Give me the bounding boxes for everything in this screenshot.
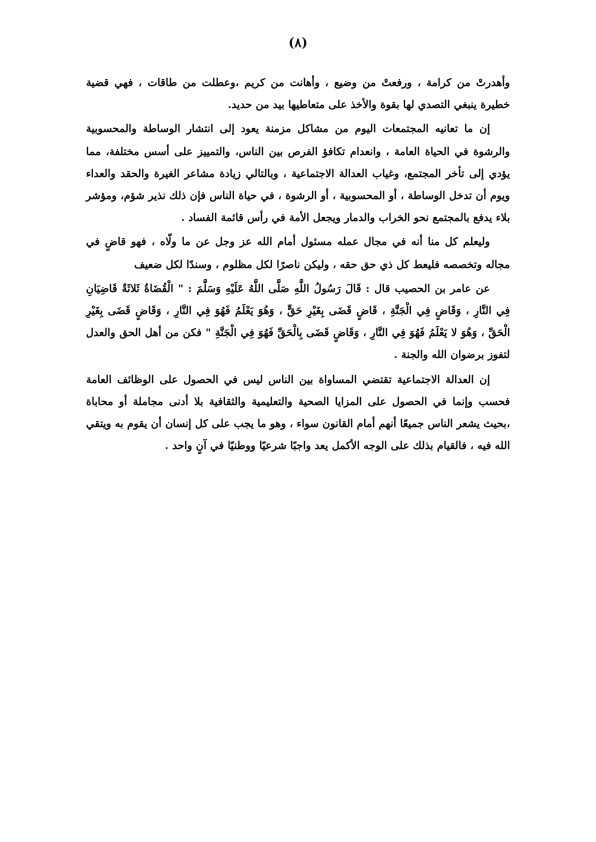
- page-number: (٨): [288, 36, 308, 51]
- paragraph: وليعلم كل منا أنه في مجال عمله مسئول أمام الله عز وجل عن ما ولّاه ، فهو قاضٍ في مجاله وتخصصه فليعط كل ذي حق حقه ، وليكن ناصرًا لكل مظلوم ، وسندًا لكل ضعيف: [86, 236, 510, 271]
- hadith-paragraph: عن عامر بن الحصيب قال : قَالَ رَسُولُ اللَّهِ صَلَّى اللَّهُ عَلَيْهِ وَسَلَّمَ : " الْقُضَاةُ ثَلاثَةٌ قَاضِيَانِ فِي النَّارِ ، وَقَاضٍ فِي الْجَنَّةِ ، قَاضٍ قَضَى بِغَيْرِ حَقٍّ ، وَهُوَ يَعْلَمُ فَهُوَ فِي النَّارِ ، وَقَاضٍ قَضَى بِغَيْرِ الْحَقِّ ، وَهُوَ لا يَعْلَمُ فَهُوَ فِي النَّارِ ، وَقَاضٍ قَضَى بِالْحَقِّ فَهُوَ فِي الْجَنَّةِ " فكن من أهل الحق والعدل لتفوز برضوان الله والجنة .: [86, 282, 510, 362]
- page-body: [86, 72, 510, 457]
- paragraph: إن ما تعانيه المجتمعات اليوم من مشاكل مزمنة يعود إلى انتشار الوساطة والمحسوبية والرشوة في الحياة العامة ، وانعدام تكافؤ الفرص بين الناس، والتمييز على أسس مختلفة، مما يؤدي إلى تأخر المجتمع، وغياب العدالة الاجتماعية ، وبالتالي زيادة مشاعر الغيرة والحقد والعداء ويوم أن تدخل الوساطة ، أو المحسوبية ، أو الرشوة ، في حياة الناس فإن ذلك نذير شؤم، ومؤشر بلاء يدفع بالمجتمع نحو الخراب والدمار ويجعل الأمة في رأس قائمة الفساد .: [86, 123, 510, 225]
- paragraph: إن العدالة الاجتماعية تقتضي المساواة بين الناس ليس في الحصول على الوظائف العامة فحسب وإنما في الحصول على المزايا الصحية والتعليمية والثقافية بلا أدنى مجاملة أو محاباة ،بحيث يشعر الناس جميعًا أنهم أمام القانون سواء ، وهو ما يجب على كل إنسان أن يقوم به ويتقي الله فيه ، فالقيام بذلك على الوجه الأكمل يعد واجبًا شرعيًا ووطنيًا في آنٍ واحد .: [86, 373, 510, 453]
- paragraph: وأهدرتْ من كرامة ، ورفعتْ من وضيع ، وأهانت من كريم ،وعطلت من طاقات ، فهي قضية خطيرة ينبغي التصدي لها بقوة والأخذ على متعاطيها بيد من حديد.: [86, 77, 510, 112]
